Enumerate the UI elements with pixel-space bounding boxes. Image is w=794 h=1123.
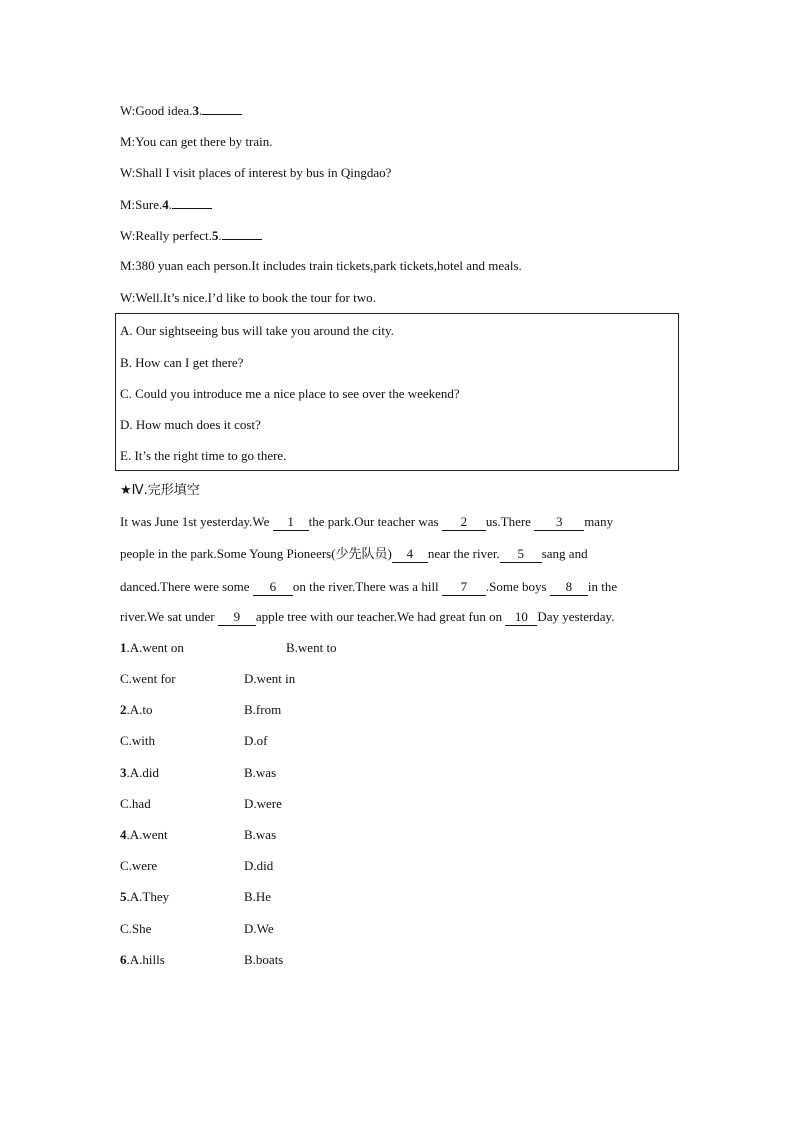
- choice-number: 4: [120, 827, 127, 842]
- dialogue-line-6: [120, 258, 522, 274]
- passage-text: .Some boys: [485, 579, 550, 594]
- passage-text: on the river.There was a hill: [292, 579, 442, 594]
- dialogue-line-4: [120, 196, 212, 213]
- passage-text: many: [584, 514, 614, 529]
- dialogue-line-5: [120, 227, 262, 244]
- dialogue-text: Well.It’s nice.I’d like to book the tour for two.: [135, 290, 376, 305]
- choice-5-c: C.She: [120, 921, 152, 936]
- passage-text: apple tree with our teacher.We had great fun on: [255, 609, 506, 624]
- dialogue-text: Shall I visit places of interest by bus in Qingdao?: [135, 165, 392, 180]
- blank-5: 5: [500, 546, 542, 563]
- passage-text: people in the park.Some Young Pioneers(少先队员): [120, 546, 392, 561]
- speaker: M:: [120, 258, 136, 273]
- dialogue-text: 380 yuan each person.It includes train tickets,park tickets,hotel and meals.: [135, 258, 522, 273]
- dialogue-line-3: [120, 165, 391, 181]
- dot: .: [168, 197, 173, 212]
- choice-2-c: C.with: [120, 733, 156, 748]
- passage-line-2: [120, 546, 588, 563]
- choice-1-b: B.went to: [286, 640, 337, 655]
- blank-1: 1: [273, 514, 309, 531]
- passage-line-4: [120, 609, 614, 626]
- choice-3-a: [120, 765, 159, 781]
- blank-6: 6: [253, 579, 293, 596]
- dialogue-text: Really perfect.: [135, 228, 212, 243]
- choice-3-d: D.were: [244, 796, 282, 811]
- blank-10: 10: [505, 609, 537, 626]
- option-b: B. How can I get there?: [120, 355, 244, 370]
- choice-1-ab: [120, 640, 184, 656]
- choice-5-a: [120, 889, 169, 905]
- choice-2-b: B.from: [244, 702, 282, 717]
- passage-text: danced.There were some: [120, 579, 253, 594]
- choice-a: .A.They: [126, 889, 170, 904]
- passage-text: Day yesterday.: [537, 609, 615, 624]
- dialogue-text: Sure.: [135, 197, 163, 212]
- passage-text: river.We sat under: [120, 609, 218, 624]
- choice-number: 2: [120, 702, 127, 717]
- speaker: M:: [120, 134, 136, 149]
- choice-a: .A.went on: [126, 640, 184, 655]
- blank-9: 9: [218, 609, 256, 626]
- passage-text: It was June 1st yesterday.We: [120, 514, 273, 529]
- blank-7: 7: [442, 579, 486, 596]
- answer-blank: [222, 227, 262, 240]
- dot: .: [218, 228, 222, 243]
- answer-blank: [172, 196, 212, 209]
- blank-4: 4: [392, 546, 428, 563]
- choice-number: 6: [120, 952, 127, 967]
- choice-a: .A.went: [126, 827, 168, 842]
- dialogue-text: Good idea.: [135, 103, 193, 118]
- choice-number: 1: [120, 640, 127, 655]
- option-d: D. How much does it cost?: [120, 417, 261, 432]
- choice-4-b: B.was: [244, 827, 277, 842]
- section-heading: [120, 483, 200, 499]
- dialogue-line-1: [120, 102, 242, 119]
- option-a: A. Our sightseeing bus will take you around the city.: [120, 323, 394, 338]
- passage-text: near the river.: [427, 546, 500, 561]
- option-c: C. Could you introduce me a nice place to see over the weekend?: [120, 386, 460, 401]
- question-number: 4: [162, 197, 169, 212]
- choice-5-b: B.He: [244, 889, 272, 904]
- passage-text: sang and: [541, 546, 588, 561]
- choice-number: 3: [120, 765, 127, 780]
- section-title: Ⅳ.完形填空: [131, 483, 200, 498]
- option-e: E. It’s the right time to go there.: [120, 448, 287, 463]
- passage-text: the park.Our teacher was: [308, 514, 442, 529]
- choice-2-a: [120, 702, 153, 718]
- choice-6-b: B.boats: [244, 952, 284, 967]
- choice-4-c: C.were: [120, 858, 158, 873]
- question-number: 3: [192, 103, 199, 118]
- passage-line-3: [120, 579, 617, 596]
- blank-8: 8: [550, 579, 588, 596]
- choice-a: .A.did: [126, 765, 159, 780]
- dialogue-line-2: [120, 134, 272, 150]
- choice-5-d: D.We: [244, 921, 274, 936]
- choice-4-d: D.did: [244, 858, 274, 873]
- choice-a: .A.hills: [126, 952, 165, 967]
- speaker: M:: [120, 197, 136, 212]
- answer-blank: [202, 102, 242, 115]
- choice-4-a: [120, 827, 168, 843]
- options-box: [115, 313, 679, 471]
- blank-3: 3: [534, 514, 584, 531]
- choice-number: 5: [120, 889, 127, 904]
- dialogue-text: You can get there by train.: [135, 134, 273, 149]
- dialogue-line-7: [120, 290, 376, 306]
- speaker: W:: [120, 165, 136, 180]
- passage-text: us.There: [485, 514, 535, 529]
- choice-2-d: D.of: [244, 733, 268, 748]
- dot: .: [198, 103, 203, 118]
- choice-6-a: [120, 952, 165, 968]
- passage-line-1: [120, 514, 613, 531]
- choice-3-b: B.was: [244, 765, 277, 780]
- question-number: 5: [211, 228, 219, 243]
- choice-3-c: C.had: [120, 796, 151, 811]
- blank-2: 2: [442, 514, 486, 531]
- speaker: W:: [120, 228, 136, 243]
- passage-text: in the: [587, 579, 618, 594]
- speaker: W:: [120, 290, 136, 305]
- star-icon: ★: [120, 483, 132, 498]
- choice-1-c: C.went for: [120, 671, 176, 686]
- choice-a: .A.to: [126, 702, 153, 717]
- speaker: W:: [120, 103, 136, 118]
- choice-1-d: D.went in: [244, 671, 296, 686]
